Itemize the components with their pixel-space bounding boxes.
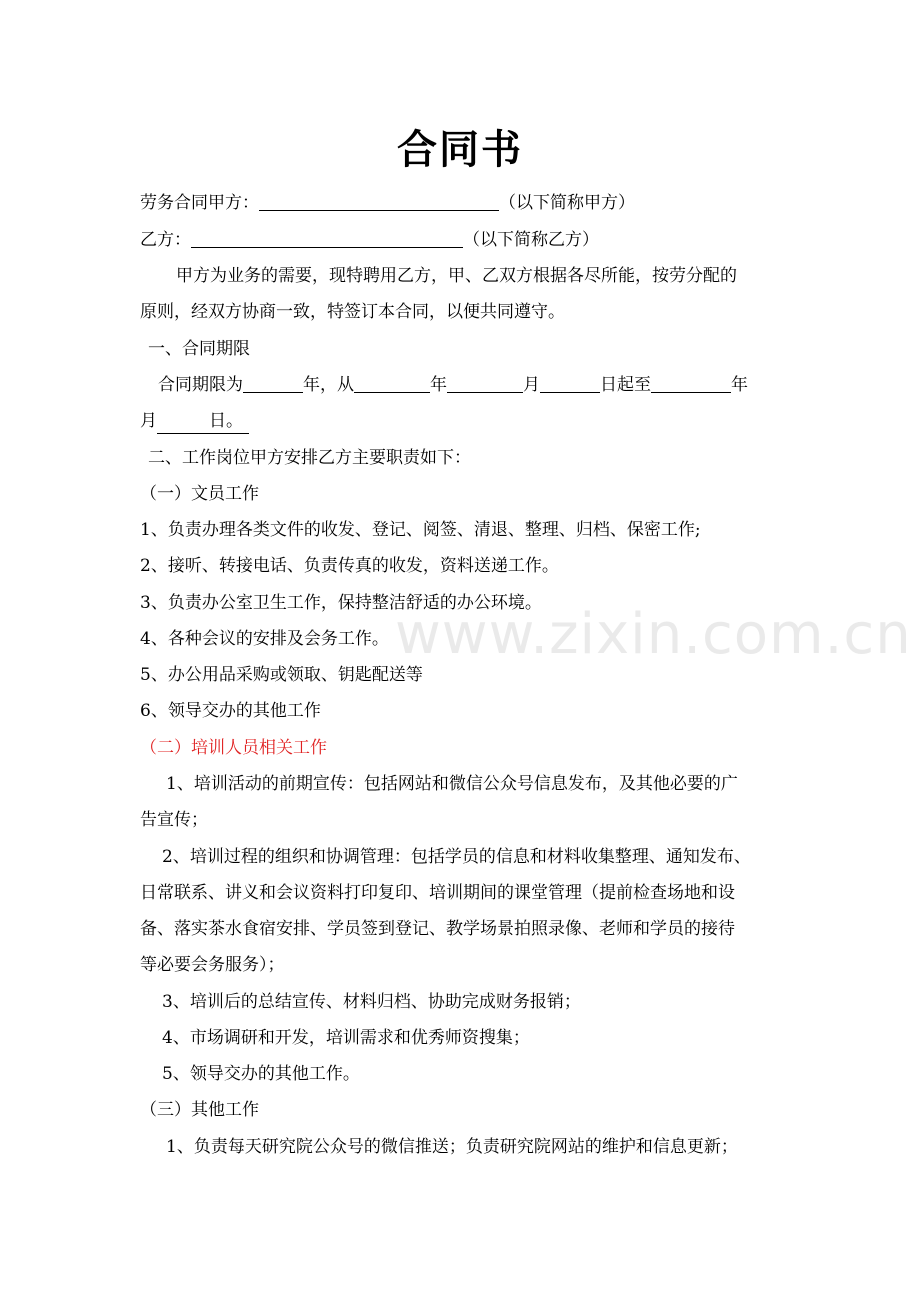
end-year-blank[interactable] <box>651 374 731 393</box>
intro-line-1: 甲方为业务的需要，现特聘用乙方，甲、乙双方根据各尽所能，按劳分配的 <box>176 266 737 286</box>
list-item: 日常联系、讲义和会议资料打印复印、培训期间的课堂管理（提前检查场地和设 <box>140 883 735 903</box>
term-text-7: 月 <box>140 411 157 431</box>
list-item: 等必要会务服务）； <box>140 955 285 975</box>
start-month-blank[interactable] <box>447 374 523 393</box>
sub-2-heading: （二）培训人员相关工作 <box>140 738 327 758</box>
section-2-heading: 二、工作岗位甲方安排乙方主要职责如下： <box>148 448 471 468</box>
section-1-heading: 一、合同期限 <box>148 339 250 359</box>
party-b-blank[interactable] <box>191 229 463 248</box>
list-item: 3、负责办公室卫生工作，保持整洁舒适的办公环境。 <box>140 593 542 613</box>
end-day-field[interactable] <box>157 409 249 434</box>
list-item: 4、各种会议的安排及会务工作。 <box>140 629 389 649</box>
list-item: 2、培训过程的组织和协调管理：包括学员的信息和材料收集整理、通知发布、 <box>162 847 751 867</box>
party-a-label: 劳务合同甲方： <box>140 193 259 213</box>
term-text-1: 合同期限为 <box>158 375 243 395</box>
sub-1-heading: （一）文员工作 <box>140 484 259 504</box>
party-a-suffix: （以下简称甲方） <box>499 193 635 213</box>
party-a-line <box>140 191 635 215</box>
list-item: 1、负责每天研究院公众号的微信推送；负责研究院网站的维护和信息更新； <box>166 1137 738 1157</box>
list-item: 1、负责办理各类文件的收发、登记、阅签、清退、整理、归档、保密工作; <box>140 520 701 540</box>
party-a-blank[interactable] <box>259 192 499 211</box>
intro-line-2: 原则，经双方协商一致，特签订本合同，以便共同遵守。 <box>140 302 565 322</box>
list-item: 4、市场调研和开发，培训需求和优秀师资搜集； <box>162 1028 530 1048</box>
list-item: 3、培训后的总结宣传、材料归档、协助完成财务报销； <box>162 992 581 1012</box>
page-title: 合同书 <box>397 126 523 173</box>
term-years-blank[interactable] <box>243 374 303 393</box>
list-item: 5、领导交办的其他工作。 <box>162 1064 360 1084</box>
term-text-6: 年 <box>731 375 748 395</box>
start-year-blank[interactable] <box>354 374 430 393</box>
start-day-blank[interactable] <box>540 374 600 393</box>
term-text-4: 月 <box>523 375 540 395</box>
term-line-2 <box>140 409 249 434</box>
sub-3-heading: （三）其他工作 <box>140 1100 259 1120</box>
term-text-3: 年 <box>430 375 447 395</box>
list-item: 5、办公用品采购或领取、钥匙配送等 <box>140 665 423 685</box>
term-text-5: 日起至 <box>600 375 651 395</box>
list-item: 备、落实茶水食宿安排、学员签到登记、教学场景拍照录像、老师和学员的接待 <box>140 919 735 939</box>
party-b-suffix: （以下简称乙方） <box>463 230 599 250</box>
party-b-line <box>140 228 599 252</box>
watermark: www.zixin.com.cn <box>395 602 912 667</box>
list-item: 告宣传； <box>140 810 208 830</box>
term-text-8: 日。 <box>209 411 243 431</box>
list-item: 1、培训活动的前期宣传：包括网站和微信公众号信息发布，及其他必要的广 <box>166 774 738 794</box>
term-line-1 <box>158 373 748 397</box>
term-text-2: 年，从 <box>303 375 354 395</box>
list-item: 2、接听、转接电话、负责传真的收发，资料送递工作。 <box>140 556 559 576</box>
list-item: 6、领导交办的其他工作 <box>140 701 321 721</box>
party-b-label: 乙方： <box>140 230 191 250</box>
